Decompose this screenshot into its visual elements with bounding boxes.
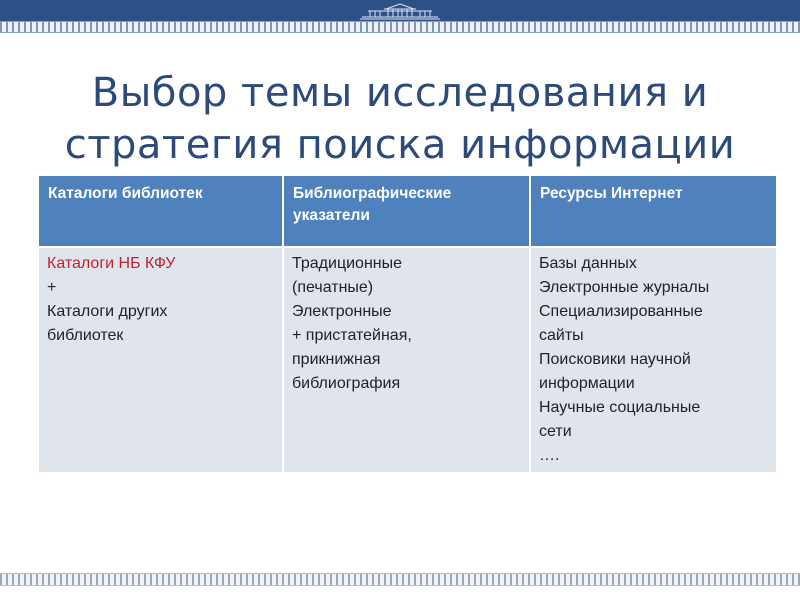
search-strategy-table: [37, 174, 778, 474]
table-header-row: [38, 175, 777, 247]
kfu-catalog-label: Каталоги НБ КФУ: [47, 255, 176, 272]
header-internet-resources: Ресурсы Интернет: [530, 175, 777, 247]
university-building-icon: [340, 1, 460, 21]
cell-text-line: +: [47, 279, 57, 296]
cell-text-line: ….: [539, 447, 560, 464]
cell-bibliographic-indexes: [283, 247, 530, 473]
cell-text-line: Поисковики научной: [539, 351, 691, 368]
top-ornament-border: [0, 21, 800, 33]
cell-library-catalogs: [38, 247, 283, 473]
header-bibliographic-indexes: Библиографические указатели: [283, 175, 530, 247]
cell-text-line: (печатные): [292, 279, 374, 296]
top-decorative-band: [0, 0, 800, 21]
cell-text-line: прикнижная: [292, 351, 381, 368]
cell-text-line: Традиционные: [292, 255, 403, 272]
cell-text-line: Электронные журналы: [539, 279, 710, 296]
cell-text-line: Каталоги других: [47, 303, 168, 320]
slide-title: [0, 67, 800, 171]
cell-text-line: + пристатейная,: [292, 327, 412, 344]
cell-text-line: информации: [539, 375, 635, 392]
title-line-2: стратегия поиска информации: [64, 121, 736, 168]
header-library-catalogs: Каталоги библиотек: [38, 175, 283, 247]
cell-text-line: сайты: [539, 327, 584, 344]
cell-text-line: Специализированные: [539, 303, 703, 320]
title-line-1: Выбор темы исследования и: [91, 69, 709, 116]
cell-text-line: Научные социальные: [539, 399, 701, 416]
cell-text-line: Электронные: [292, 303, 392, 320]
cell-internet-resources: [530, 247, 777, 473]
cell-text-line: сети: [539, 423, 572, 440]
cell-text-line: Базы данных: [539, 255, 637, 272]
bottom-ornament-border: [0, 573, 800, 586]
cell-text-line: библиография: [292, 375, 401, 392]
table-row: [38, 247, 777, 473]
cell-text-line: библиотек: [47, 327, 124, 344]
